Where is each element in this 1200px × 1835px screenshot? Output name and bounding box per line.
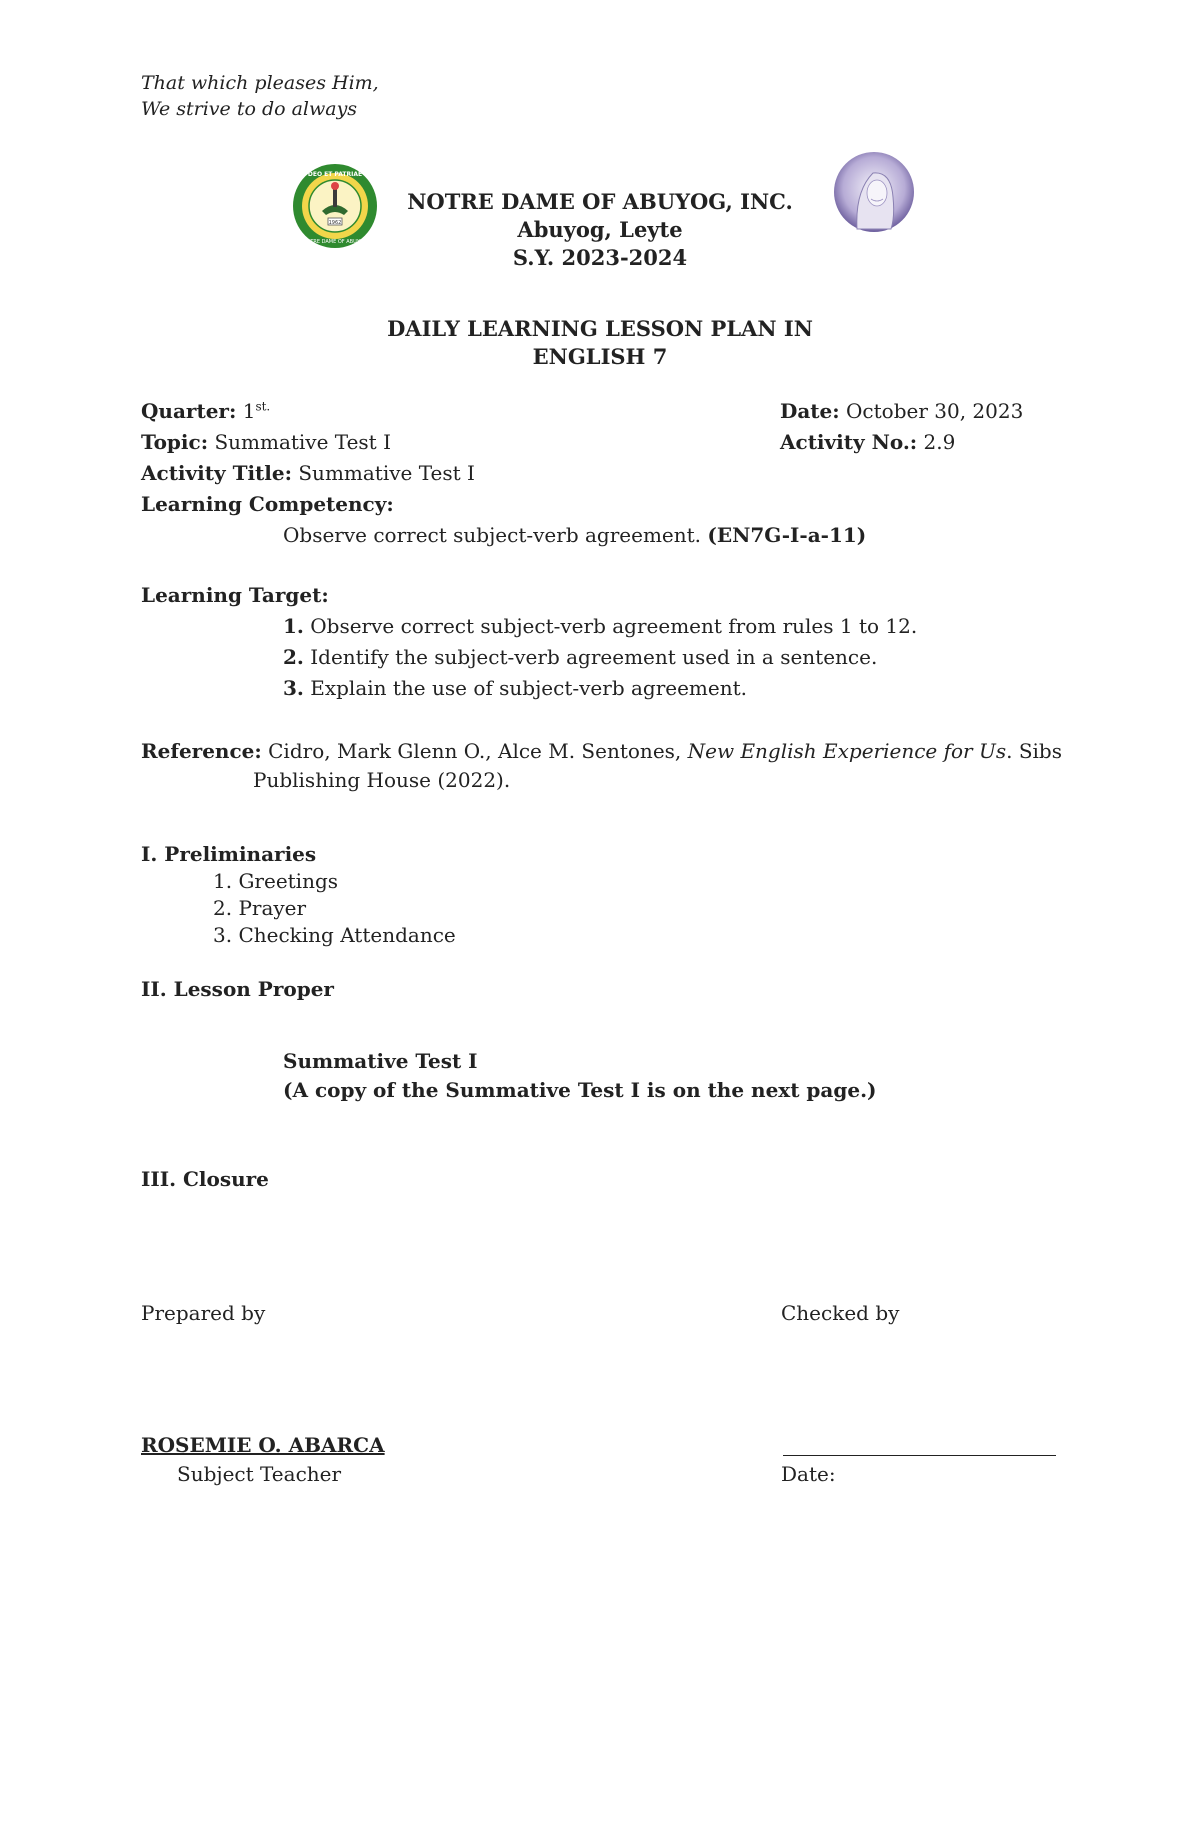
topic-value: Summative Test I — [214, 430, 391, 454]
checker-date-label: Date: — [781, 1462, 836, 1486]
target-num: 3. — [283, 676, 304, 700]
quarter-suffix: st. — [255, 399, 271, 414]
checker-signature-line — [783, 1455, 1056, 1456]
motto-line-2: We strive to do always — [141, 98, 358, 120]
activity-title-value: Summative Test I — [298, 461, 475, 485]
learning-target-item — [283, 644, 877, 670]
closure-heading: III. Closure — [141, 1167, 269, 1191]
school-location: Abuyog, Leyte — [517, 217, 683, 242]
learning-target-label: Learning Target: — [141, 583, 329, 607]
preliminaries-heading: I. Preliminaries — [141, 842, 317, 866]
competency-row — [283, 522, 866, 548]
learning-target-item — [283, 675, 747, 701]
lesson-proper-heading: II. Lesson Proper — [141, 977, 334, 1001]
title-line-1: DAILY LEARNING LESSON PLAN IN — [387, 316, 813, 341]
preliminaries-item: 3. Checking Attendance — [213, 923, 456, 947]
topic-label: Topic: — [141, 430, 209, 454]
preliminaries-item: 1. Greetings — [213, 869, 339, 893]
summative-test-title: Summative Test I — [283, 1049, 478, 1073]
competency-label: Learning Competency: — [141, 492, 394, 516]
svg-text:DEO ET PATRIAE: DEO ET PATRIAE — [307, 171, 363, 178]
teacher-role: Subject Teacher — [177, 1462, 342, 1486]
prepared-by-label: Prepared by — [141, 1301, 266, 1325]
topic-row — [141, 429, 391, 455]
quarter-row — [141, 398, 270, 424]
activity-title-label: Activity Title: — [141, 461, 292, 485]
summative-test-note: (A copy of the Summative Test I is on the next page.) — [283, 1078, 877, 1102]
reference-publisher-part1: . Sibs — [1006, 739, 1062, 763]
target-text: Identify the subject-verb agreement used in a sentence. — [310, 645, 878, 669]
reference-book: New English Experience for Us — [687, 739, 1007, 763]
activity-no-value: 2.9 — [923, 430, 956, 454]
reference-authors: Cidro, Mark Glenn O., Alce M. Sentones, — [268, 739, 682, 763]
activity-no-row — [780, 429, 955, 455]
target-num: 1. — [283, 614, 304, 638]
target-text: Observe correct subject-verb agreement from rules 1 to 12. — [310, 614, 918, 638]
preliminaries-item: 2. Prayer — [213, 896, 307, 920]
competency-code: (EN7G-I-a-11) — [707, 523, 867, 547]
header-block — [0, 188, 1200, 272]
svg-text:1962: 1962 — [328, 220, 342, 226]
date-label: Date: — [780, 399, 840, 423]
motto-line-1: That which pleases Him, — [141, 72, 379, 94]
school-year: S.Y. 2023-2024 — [512, 245, 688, 270]
svg-text:NOTRE DAME OF ABUYOG: NOTRE DAME OF ABUYOG — [302, 239, 368, 245]
activity-title-row — [141, 460, 475, 486]
learning-target-item — [283, 613, 917, 639]
quarter-value: 1 — [242, 399, 256, 423]
document-title — [0, 315, 1200, 371]
date-row — [780, 398, 1023, 424]
title-line-2: ENGLISH 7 — [532, 344, 668, 369]
quarter-label: Quarter: — [141, 399, 237, 423]
date-value: October 30, 2023 — [846, 399, 1024, 423]
teacher-name: ROSEMIE O. ABARCA — [141, 1433, 385, 1457]
school-name: NOTRE DAME OF ABUYOG, INC. — [407, 189, 793, 214]
reference-label: Reference: — [141, 739, 262, 763]
activity-no-label: Activity No.: — [780, 430, 918, 454]
competency-text: Observe correct subject-verb agreement. — [283, 523, 702, 547]
target-num: 2. — [283, 645, 304, 669]
motto — [141, 70, 379, 122]
reference-publisher-part2: Publishing House (2022). — [253, 768, 511, 792]
reference-row — [141, 738, 1062, 764]
checked-by-label: Checked by — [781, 1301, 900, 1325]
target-text: Explain the use of subject-verb agreement. — [310, 676, 748, 700]
